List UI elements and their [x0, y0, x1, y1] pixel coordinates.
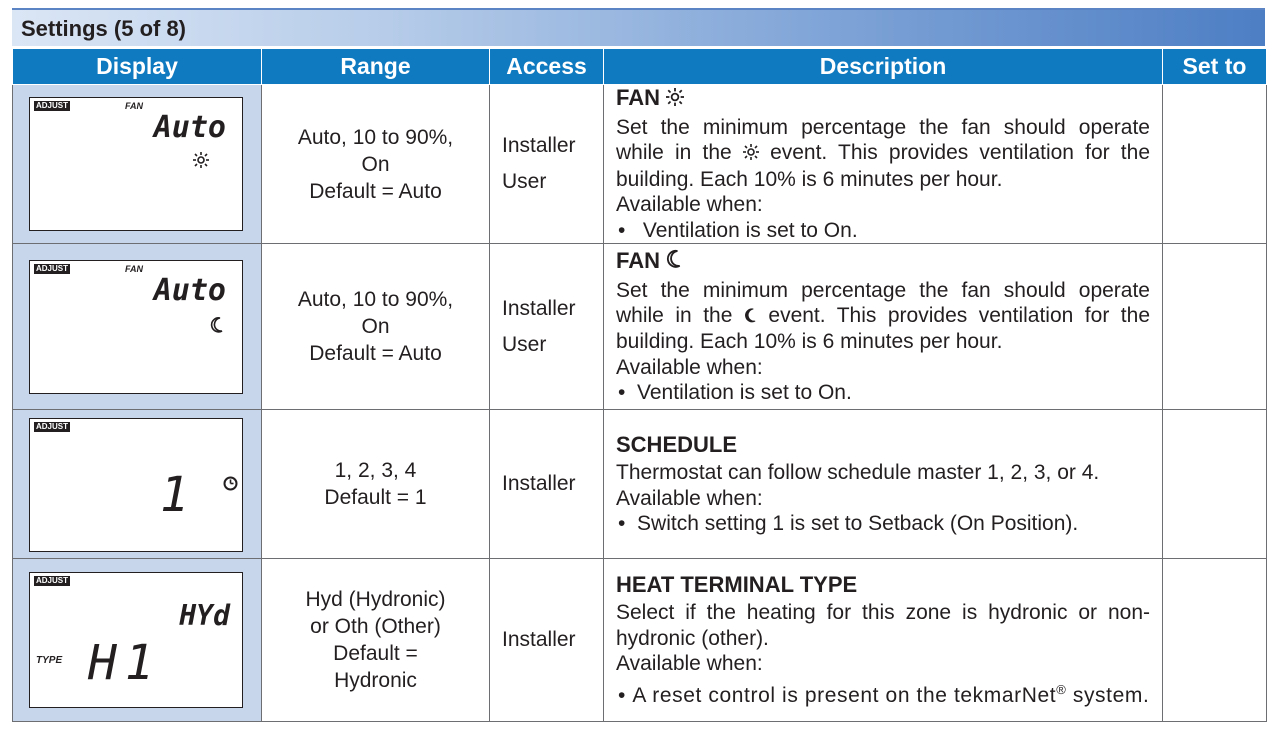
- moon-icon: [744, 304, 757, 330]
- desc-text-part: Set the minimum percentage the fan should operate while in the: [616, 278, 1150, 327]
- lcd-readout: 1: [160, 467, 189, 524]
- set-to-cell[interactable]: [1163, 244, 1267, 410]
- settings-table: [12, 48, 1267, 722]
- sun-icon: [743, 141, 759, 167]
- desc-title: HEAT TERMINAL TYPE: [616, 571, 858, 597]
- col-header-display: Display: [13, 49, 262, 85]
- table-row: [13, 85, 1267, 244]
- sun-icon: [666, 86, 684, 112]
- range-cell: [262, 244, 490, 410]
- table-row: [13, 559, 1267, 722]
- description-cell: [604, 85, 1163, 244]
- table-row: [13, 410, 1267, 559]
- range-line: Auto, 10 to 90%,: [297, 288, 454, 312]
- set-to-cell[interactable]: [1163, 410, 1267, 559]
- lcd-readout-top: HYd: [179, 599, 230, 633]
- sun-icon: [193, 150, 209, 174]
- desc-text-part: event. This provides ventilation for the building. Each 10% is 6 minutes per hour.: [616, 141, 1151, 191]
- fan-label: FAN: [125, 101, 143, 111]
- access-cell: [490, 85, 604, 244]
- set-to-cell[interactable]: [1163, 85, 1267, 244]
- section-title-bar: [12, 8, 1265, 46]
- lcd-readout-main: H1: [88, 635, 162, 692]
- range-line: Auto, 10 to 90%,: [297, 125, 454, 149]
- available-when: Available when:: [616, 193, 763, 217]
- registered-mark: ®: [1056, 681, 1067, 697]
- access-cell: [490, 559, 604, 722]
- set-to-cell[interactable]: [1163, 559, 1267, 722]
- range-default: Default = Auto: [309, 342, 442, 366]
- range-cell: [262, 410, 490, 559]
- access-installer: Installer: [502, 472, 576, 496]
- table-header-row: [13, 49, 1267, 85]
- moon-icon: [210, 315, 224, 339]
- range-cell: [262, 85, 490, 244]
- description-cell: [604, 244, 1163, 410]
- desc-text-part: Set the minimum percentage the fan should operate while in the: [616, 115, 1150, 165]
- moon-icon: [666, 249, 682, 275]
- bullet-text-cont: system.: [1072, 683, 1150, 707]
- display-cell: [13, 559, 262, 722]
- clock-icon: [223, 473, 238, 497]
- bullet-item: • Ventilation is set to On.: [618, 218, 858, 242]
- bullet-text: Ventilation is set to On.: [642, 218, 858, 242]
- desc-title-text: FAN: [616, 247, 660, 273]
- range-default: Default = 1: [324, 486, 427, 510]
- type-label: TYPE: [36, 655, 63, 667]
- range-cell: [262, 559, 490, 722]
- lcd-display: [29, 418, 243, 552]
- available-when: Available when:: [616, 355, 763, 379]
- desc-text: Select if the heating for this zone is hydronic or non-hydronic (other).: [616, 601, 1150, 650]
- range-line: On: [361, 315, 390, 339]
- access-cell: [490, 244, 604, 410]
- desc-title: SCHEDULE: [616, 431, 738, 457]
- access-cell: [490, 410, 604, 559]
- access-user: User: [502, 332, 547, 356]
- range-line: Hyd (Hydronic): [305, 588, 446, 612]
- lcd-display: [29, 97, 243, 231]
- available-when: Available when:: [616, 652, 763, 676]
- desc-title-text: FAN: [616, 85, 660, 110]
- desc-text: Thermostat can follow schedule master 1, 2, 3, or 4.: [616, 461, 1100, 485]
- access-installer: Installer: [502, 296, 576, 320]
- col-header-set-to: Set to: [1163, 49, 1267, 85]
- desc-text: [616, 278, 1150, 355]
- access-installer: Installer: [502, 134, 576, 158]
- col-header-range: Range: [262, 49, 490, 85]
- access-installer: Installer: [502, 628, 576, 652]
- access-user: User: [502, 170, 547, 194]
- available-when: Available when:: [616, 486, 763, 510]
- adjust-badge: ADJUST: [36, 264, 69, 274]
- lcd-display: [29, 572, 243, 708]
- adjust-badge: ADJUST: [36, 422, 69, 432]
- lcd-display: [29, 260, 243, 394]
- bullet-item: • A reset control is present on the tekmarNet® system.: [618, 681, 1150, 707]
- desc-text: [616, 115, 1150, 192]
- col-header-description: Description: [604, 49, 1163, 85]
- range-line: 1, 2, 3, 4: [334, 459, 417, 483]
- desc-title: [616, 85, 1150, 112]
- adjust-badge: ADJUST: [36, 576, 69, 586]
- display-cell: [13, 85, 262, 244]
- description-cell: [604, 559, 1163, 722]
- display-cell: [13, 410, 262, 559]
- bullet-item: • Ventilation is set to On.: [618, 381, 852, 405]
- range-line: or Oth (Other): [310, 615, 441, 639]
- desc-title: [616, 248, 1150, 275]
- display-cell: [13, 244, 262, 410]
- table-row: [13, 244, 1267, 410]
- lcd-readout: Auto: [153, 110, 226, 145]
- section-title: Settings (5 of 8): [21, 16, 187, 41]
- adjust-badge: ADJUST: [36, 101, 69, 110]
- range-line: Default =: [333, 642, 418, 666]
- bullet-item: • Switch setting 1 is set to Setback (On Position).: [618, 512, 1079, 536]
- description-cell: [604, 410, 1163, 559]
- bullet-text: Ventilation is set to On.: [637, 381, 852, 405]
- col-header-access: Access: [490, 49, 604, 85]
- desc-text-part: event. This provides ventilation for the building. Each 10% is 6 minutes per hour.: [616, 304, 1150, 354]
- range-line: On: [361, 152, 390, 176]
- bullet-text: Switch setting 1 is set to Setback (On Position).: [637, 512, 1079, 536]
- range-default: Default = Auto: [309, 179, 442, 203]
- range-default: Hydronic: [334, 669, 417, 693]
- bullet-text: A reset control is present on the tekmarNet: [632, 683, 1057, 707]
- fan-label: FAN: [125, 264, 143, 275]
- lcd-readout: Auto: [153, 273, 226, 309]
